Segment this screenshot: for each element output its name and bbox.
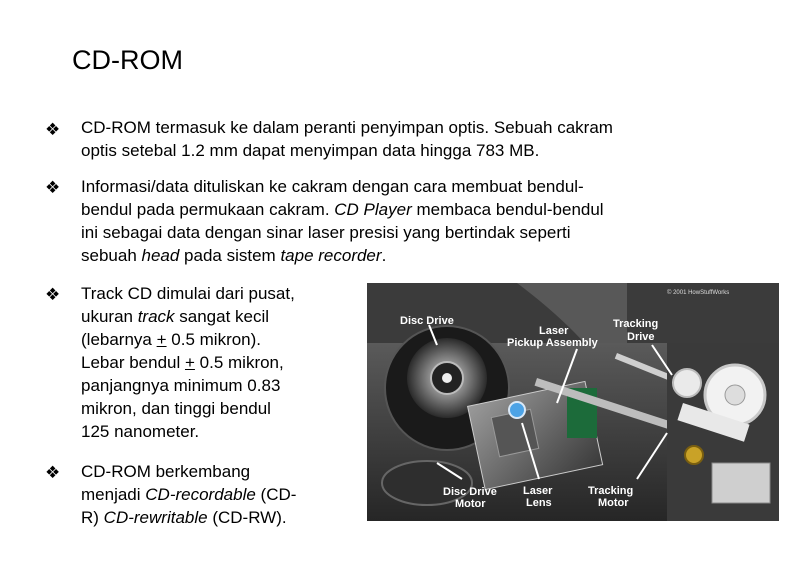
bullet-2-text: Informasi/data dituliskan ke cakram dengan cara membuat bendul- bendul pada permukaan cakram. CD Player membaca bendul-bendul ini sebagai data dengan sinar laser presisi yang bertindak seperti sebuah head pada sistem tape recorder. bbox=[81, 177, 604, 265]
photo-copyright: © 2001 HowStuffWorks bbox=[667, 290, 730, 296]
label-pickup-assembly: Pickup Assembly bbox=[507, 337, 598, 349]
bullet-4-text: CD-ROM berkembang menjadi CD-recordable (CD- R) CD-rewritable (CD-RW). bbox=[81, 462, 297, 527]
tracking-gear-hub bbox=[725, 385, 745, 405]
slide-title: CD-ROM bbox=[72, 45, 183, 75]
label-disc-drive-2: Disc Drive bbox=[443, 486, 497, 498]
label-disc-drive: Disc Drive bbox=[400, 315, 454, 327]
bullet-1-text: CD-ROM termasuk ke dalam peranti penyimpan optis. Sebuah cakram optis setebal 1.2 mm dapat menyimpan data hingga 783 MB. bbox=[81, 118, 613, 160]
laser-lens bbox=[509, 402, 525, 418]
tracking-motor bbox=[712, 463, 770, 503]
cd-drive-photo bbox=[367, 283, 779, 521]
bullet-marker: ❖ bbox=[45, 463, 61, 482]
label-tracking: Tracking bbox=[613, 318, 659, 330]
label-laser: Laser bbox=[539, 325, 569, 337]
label-tracking-2: Tracking bbox=[588, 485, 634, 497]
bullet-marker: ❖ bbox=[45, 285, 61, 304]
label-lens: Lens bbox=[526, 497, 552, 509]
label-motor: Motor bbox=[455, 498, 486, 510]
brass-screw bbox=[685, 446, 703, 464]
label-drive: Drive bbox=[627, 331, 655, 343]
spindle-center bbox=[442, 373, 452, 383]
label-motor-2: Motor bbox=[598, 497, 629, 509]
label-laser-2: Laser bbox=[523, 485, 553, 497]
bullet-3-text: Track CD dimulai dari pusat, ukuran track sangat kecil (lebarnya + 0.5 mikron). Lebar bendul + 0.5 mikron, panjangnya minimum 0.83 mikron, dan tinggi bendul 125 nanometer. bbox=[81, 284, 295, 441]
tracking-gear-small bbox=[673, 369, 701, 397]
cd-drive-illustration bbox=[367, 283, 779, 521]
bullet-marker: ❖ bbox=[45, 178, 61, 197]
bullet-marker: ❖ bbox=[45, 120, 61, 139]
